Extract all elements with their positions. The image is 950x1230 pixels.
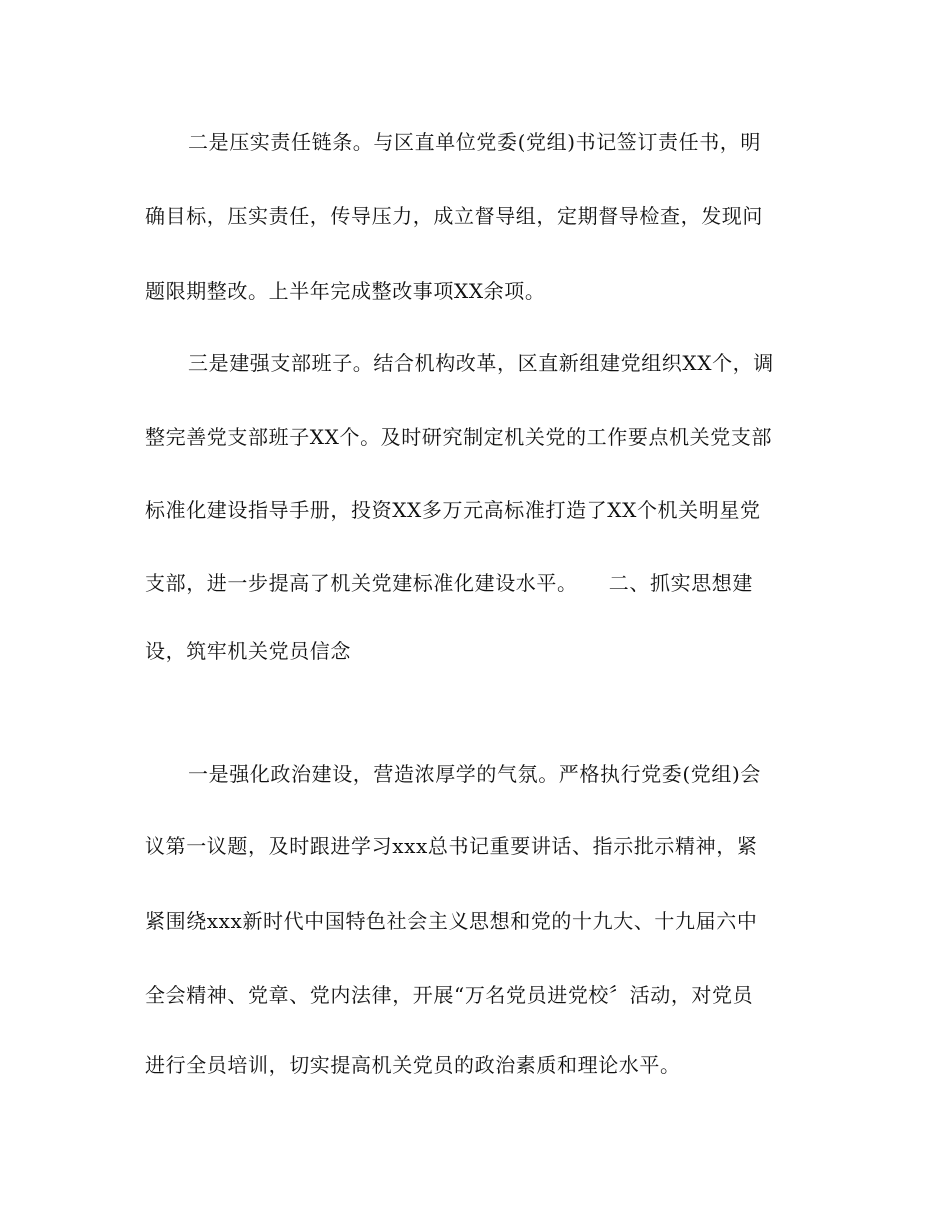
- paragraph-line: 整完善党支部班子XX个。及时研究制定机关党的工作要点机关党支部: [145, 425, 773, 449]
- paragraph-line: 进行全员培训，切实提高机关党员的政治素质和理论水平。: [145, 1053, 681, 1077]
- paragraph-line: 三是建强支部班子。结合机构改革，区直新组建党组织XX个，调: [188, 351, 774, 375]
- paragraph-line: 紧围绕xxx新时代中国特色社会主义思想和党的十九大、十九届六中: [145, 909, 758, 933]
- paragraph-line: 支部，进一步提高了机关党建标准化建设水平。 二、抓实思想建: [145, 571, 753, 595]
- paragraph-line: 标准化建设指导手册，投资XX多万元高标准打造了XX个机关明星党: [145, 498, 761, 522]
- paragraph-line: 题限期整改。上半年完成整改事项XX余项。: [145, 279, 546, 303]
- paragraph-line: 确目标，压实责任，传导压力，成立督导组，定期督导检查，发现问: [145, 204, 763, 228]
- paragraph-line: 设，筑牢机关党员信念: [145, 639, 351, 663]
- paragraph-line: 二是压实责任链条。与区直单位党委(党组)书记签订责任书，明: [188, 130, 762, 154]
- paragraph-line: 议第一议题，及时跟进学习xxx总书记重要讲话、指示批示精神，紧: [145, 834, 758, 858]
- paragraph-line: 全会精神、党章、党内法律，开展“万名党员进党校〞活动，对党员: [145, 983, 754, 1007]
- paragraph-line: 一是强化政治建设，营造浓厚学的气氛。严格执行党委(党组)会: [188, 762, 762, 786]
